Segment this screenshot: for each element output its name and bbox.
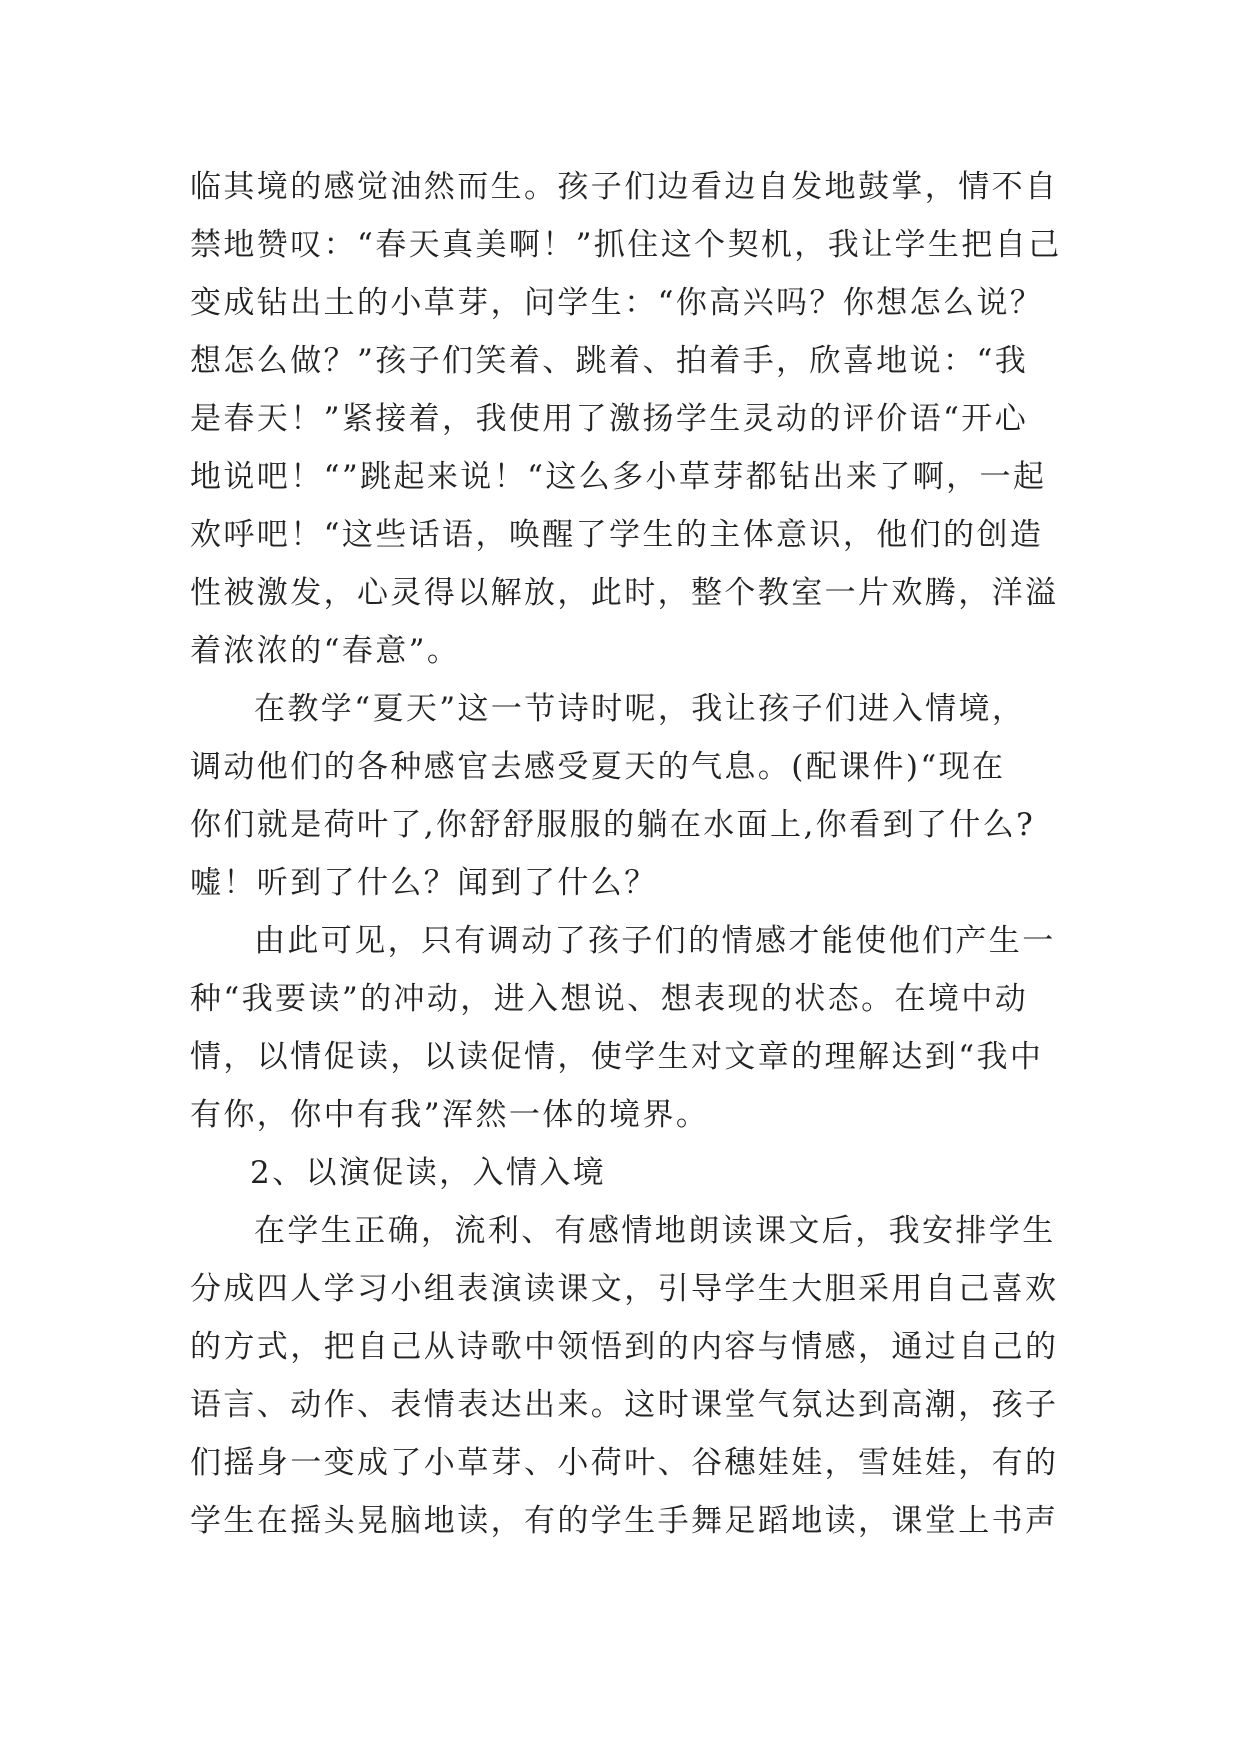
paragraph-start-line: 在教学“夏天”这一节诗时呢，我让孩子们进入情境，	[254, 691, 1026, 727]
text-line: 语言、动作、表情表达出来。这时课堂气氛达到高潮，孩子	[190, 1387, 1059, 1423]
text-line: 们摇身一变成了小草芽、小荷叶、谷穗娃娃，雪娃娃，有的	[190, 1445, 1059, 1481]
text-line: 性被激发，心灵得以解放，此时，整个教室一片欢腾，洋溢	[190, 575, 1059, 611]
text-line: 着浓浓的“春意”。	[190, 633, 461, 669]
paragraph-start-line: 在学生正确，流利、有感情地朗读课文后，我安排学生	[254, 1213, 1056, 1249]
text-line: 分成四人学习小组表演读课文，引导学生大胆采用自己喜欢	[190, 1271, 1059, 1307]
text-line: 地说吧！“”跳起来说！“这么多小草芽都钻出来了啊，一起	[190, 459, 1047, 495]
text-line: 有你，你中有我”浑然一体的境界。	[190, 1097, 710, 1133]
text-line: 欢呼吧！“这些话语，唤醒了学生的主体意识，他们的创造	[190, 517, 1044, 553]
text-line: 是春天！”紧接着，我使用了激扬学生灵动的评价语“开心	[190, 401, 1029, 437]
text-line: 禁地赞叹：“春天真美啊！”抓住这个契机，我让学生把自己	[190, 227, 1062, 263]
text-line: 情，以情促读，以读促情，使学生对文章的理解达到“我中	[190, 1039, 1044, 1075]
text-line: 种“我要读”的冲动，进入想说、想表现的状态。在境中动	[190, 981, 1029, 1017]
section-heading: 2、以演促读，入情入境	[250, 1155, 607, 1191]
text-line: 变成钻出土的小草芽，问学生：“你高兴吗？你想怎么说？	[190, 285, 1044, 321]
text-line: 调动他们的各种感官去感受夏天的气息。(配课件)“现在	[190, 749, 1006, 785]
text-line: 嘘！听到了什么？闻到了什么？	[190, 865, 658, 901]
text-line: 你们就是荷叶了,你舒舒服服的躺在水面上,你看到了什么?	[190, 807, 1036, 843]
text-line: 想怎么做？”孩子们笑着、跳着、拍着手，欣喜地说：“我	[190, 343, 1029, 379]
text-line: 临其境的感觉油然而生。孩子们边看边自发地鼓掌，情不自	[190, 169, 1059, 205]
text-line: 的方式，把自己从诗歌中领悟到的内容与情感，通过自己的	[190, 1329, 1059, 1365]
paragraph-start-line: 由此可见，只有调动了孩子们的情感才能使他们产生一	[254, 923, 1056, 959]
body-text	[190, 158, 1070, 1550]
text-line: 学生在摇头晃脑地读，有的学生手舞足蹈地读，课堂上书声	[190, 1503, 1059, 1539]
